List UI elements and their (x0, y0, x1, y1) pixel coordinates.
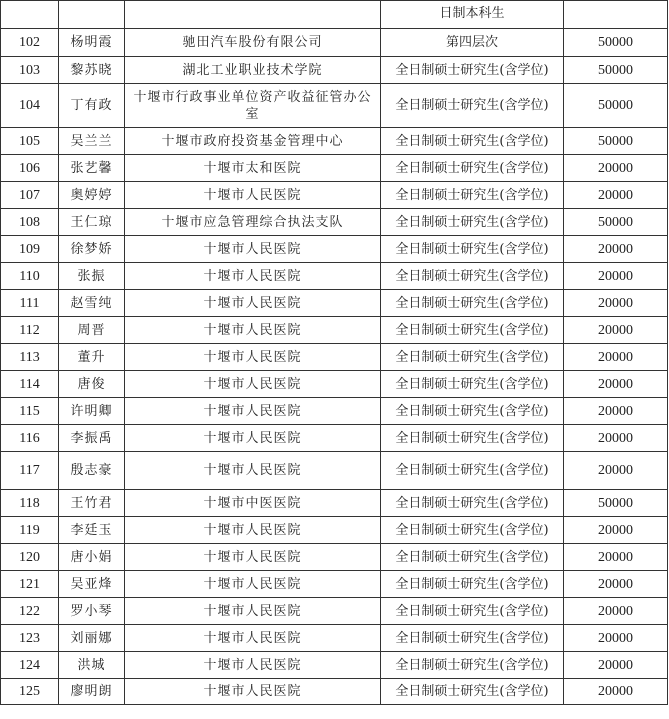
education-level-cell: 全日制硕士研究生(含学位) (381, 652, 564, 679)
person-name-cell: 殷志豪 (59, 452, 125, 490)
table-row (1, 625, 668, 652)
subsidy-amount-cell: 20000 (564, 679, 668, 705)
table-row (1, 29, 668, 57)
table-row (1, 317, 668, 344)
education-level-cell: 全日制硕士研究生(含学位) (381, 679, 564, 705)
person-name-cell: 赵雪纯 (59, 290, 125, 317)
education-level-cell: 全日制硕士研究生(含学位) (381, 290, 564, 317)
employer-cell: 十堰市行政事业单位资产收益征管办公室 (125, 84, 381, 128)
table-row (1, 371, 668, 398)
education-level-cell: 第四层次 (381, 29, 564, 57)
person-name-cell: 李振禹 (59, 425, 125, 452)
employer-cell: 十堰市人民医院 (125, 598, 381, 625)
person-name-cell: 奥婷婷 (59, 182, 125, 209)
education-level-cell: 全日制硕士研究生(含学位) (381, 263, 564, 290)
person-name-cell: 李廷玉 (59, 517, 125, 544)
table-row (1, 652, 668, 679)
education-level-cell: 全日制硕士研究生(含学位) (381, 236, 564, 263)
person-name-cell: 王仁琼 (59, 209, 125, 236)
row-number-cell: 118 (1, 490, 59, 517)
table-cell (59, 1, 125, 29)
subsidy-amount-cell: 50000 (564, 490, 668, 517)
education-level-cell: 全日制硕士研究生(含学位) (381, 598, 564, 625)
person-name-cell: 董升 (59, 344, 125, 371)
table-row (1, 290, 668, 317)
person-name-cell: 吴兰兰 (59, 128, 125, 155)
person-name-cell: 刘丽娜 (59, 625, 125, 652)
row-number-cell: 110 (1, 263, 59, 290)
row-number-cell: 120 (1, 544, 59, 571)
person-name-cell: 唐俊 (59, 371, 125, 398)
table-cell: 日制本科生 (381, 1, 564, 29)
employer-cell: 十堰市人民医院 (125, 182, 381, 209)
employer-cell: 十堰市人民医院 (125, 425, 381, 452)
subsidy-amount-cell: 20000 (564, 155, 668, 182)
row-number-cell: 116 (1, 425, 59, 452)
person-name-cell: 唐小娟 (59, 544, 125, 571)
row-number-cell: 115 (1, 398, 59, 425)
table-row (1, 398, 668, 425)
row-number-cell: 113 (1, 344, 59, 371)
employer-cell: 十堰市中医医院 (125, 490, 381, 517)
table-cell (564, 1, 668, 29)
education-level-cell: 全日制硕士研究生(含学位) (381, 398, 564, 425)
table-row (1, 490, 668, 517)
subsidy-amount-cell: 50000 (564, 209, 668, 236)
person-name-cell: 吴亚烽 (59, 571, 125, 598)
subsidy-amount-cell: 20000 (564, 290, 668, 317)
row-number-cell: 122 (1, 598, 59, 625)
education-level-cell: 全日制硕士研究生(含学位) (381, 317, 564, 344)
employer-cell: 十堰市人民医院 (125, 398, 381, 425)
subsidy-amount-cell: 50000 (564, 29, 668, 57)
subsidy-amount-cell: 20000 (564, 571, 668, 598)
table-row (1, 425, 668, 452)
subsidy-amount-cell: 20000 (564, 652, 668, 679)
employer-cell: 十堰市人民医院 (125, 571, 381, 598)
row-number-cell: 112 (1, 317, 59, 344)
subsidy-amount-cell: 20000 (564, 371, 668, 398)
education-level-cell: 全日制硕士研究生(含学位) (381, 452, 564, 490)
employer-cell: 十堰市人民医院 (125, 652, 381, 679)
table-row (1, 128, 668, 155)
subsidy-amount-cell: 20000 (564, 517, 668, 544)
table-row (1, 571, 668, 598)
employer-cell: 驰田汽车股份有限公司 (125, 29, 381, 57)
table-cell (1, 1, 59, 29)
education-level-cell: 全日制硕士研究生(含学位) (381, 517, 564, 544)
row-number-cell: 108 (1, 209, 59, 236)
person-name-cell: 张艺馨 (59, 155, 125, 182)
table-row (1, 263, 668, 290)
subsidy-amount-cell: 50000 (564, 128, 668, 155)
employer-cell: 十堰市人民医院 (125, 452, 381, 490)
employer-cell: 十堰市人民医院 (125, 517, 381, 544)
person-name-cell: 洪城 (59, 652, 125, 679)
row-number-cell: 102 (1, 29, 59, 57)
subsidy-amount-cell: 20000 (564, 544, 668, 571)
education-level-cell: 全日制硕士研究生(含学位) (381, 84, 564, 128)
subsidy-amount-cell: 20000 (564, 452, 668, 490)
subsidy-amount-cell: 20000 (564, 344, 668, 371)
row-number-cell: 106 (1, 155, 59, 182)
subsidy-amount-cell: 50000 (564, 84, 668, 128)
table-row (1, 84, 668, 128)
education-level-cell: 全日制硕士研究生(含学位) (381, 371, 564, 398)
person-name-cell: 张振 (59, 263, 125, 290)
employer-cell: 十堰市人民医院 (125, 263, 381, 290)
row-number-cell: 107 (1, 182, 59, 209)
table-row (1, 344, 668, 371)
row-number-cell: 117 (1, 452, 59, 490)
row-number-cell: 111 (1, 290, 59, 317)
education-level-cell: 全日制硕士研究生(含学位) (381, 344, 564, 371)
table-row (1, 544, 668, 571)
person-name-cell: 罗小琴 (59, 598, 125, 625)
row-number-cell: 123 (1, 625, 59, 652)
education-level-cell: 全日制硕士研究生(含学位) (381, 625, 564, 652)
education-level-cell: 全日制硕士研究生(含学位) (381, 182, 564, 209)
person-name-cell: 黎苏晓 (59, 57, 125, 84)
education-level-cell: 全日制硕士研究生(含学位) (381, 57, 564, 84)
row-number-cell: 119 (1, 517, 59, 544)
person-name-cell: 廖明朗 (59, 679, 125, 705)
table-row (1, 452, 668, 490)
education-level-cell: 全日制硕士研究生(含学位) (381, 425, 564, 452)
education-level-cell: 全日制硕士研究生(含学位) (381, 544, 564, 571)
education-level-cell: 全日制硕士研究生(含学位) (381, 209, 564, 236)
row-number-cell: 103 (1, 57, 59, 84)
employer-cell: 十堰市人民医院 (125, 344, 381, 371)
table-row (1, 182, 668, 209)
education-level-cell: 全日制硕士研究生(含学位) (381, 490, 564, 517)
subsidy-amount-cell: 20000 (564, 598, 668, 625)
person-name-cell: 许明卿 (59, 398, 125, 425)
person-name-cell: 丁有政 (59, 84, 125, 128)
table-row (1, 209, 668, 236)
employer-cell: 十堰市人民医院 (125, 317, 381, 344)
education-level-cell: 全日制硕士研究生(含学位) (381, 128, 564, 155)
table-row (1, 155, 668, 182)
employer-cell: 湖北工业职业技术学院 (125, 57, 381, 84)
row-number-cell: 105 (1, 128, 59, 155)
row-number-cell: 125 (1, 679, 59, 705)
table-cell (125, 1, 381, 29)
employer-cell: 十堰市人民医院 (125, 625, 381, 652)
table-row (1, 679, 668, 705)
table-row (1, 236, 668, 263)
subsidy-amount-cell: 20000 (564, 263, 668, 290)
row-number-cell: 121 (1, 571, 59, 598)
employer-cell: 十堰市人民医院 (125, 236, 381, 263)
employer-cell: 十堰市人民医院 (125, 544, 381, 571)
row-number-cell: 124 (1, 652, 59, 679)
employer-cell: 十堰市政府投资基金管理中心 (125, 128, 381, 155)
row-number-cell: 114 (1, 371, 59, 398)
subsidy-amount-cell: 20000 (564, 625, 668, 652)
subsidy-amount-cell: 20000 (564, 317, 668, 344)
person-name-cell: 周晋 (59, 317, 125, 344)
table-row (1, 598, 668, 625)
employer-cell: 十堰市人民医院 (125, 371, 381, 398)
employer-cell: 十堰市人民医院 (125, 290, 381, 317)
subsidy-amount-cell: 20000 (564, 425, 668, 452)
education-level-cell: 全日制硕士研究生(含学位) (381, 155, 564, 182)
continued-header-row (1, 1, 668, 29)
employer-cell: 十堰市太和医院 (125, 155, 381, 182)
table-row (1, 517, 668, 544)
person-name-cell: 徐梦娇 (59, 236, 125, 263)
table-row (1, 57, 668, 84)
row-number-cell: 109 (1, 236, 59, 263)
subsidy-amount-cell: 20000 (564, 236, 668, 263)
person-name-cell: 王竹君 (59, 490, 125, 517)
employer-cell: 十堰市应急管理综合执法支队 (125, 209, 381, 236)
education-level-cell: 全日制硕士研究生(含学位) (381, 571, 564, 598)
row-number-cell: 104 (1, 84, 59, 128)
subsidy-amount-cell: 50000 (564, 57, 668, 84)
employer-cell: 十堰市人民医院 (125, 679, 381, 705)
person-name-cell: 杨明霞 (59, 29, 125, 57)
subsidy-amount-cell: 20000 (564, 182, 668, 209)
subsidy-amount-cell: 20000 (564, 398, 668, 425)
